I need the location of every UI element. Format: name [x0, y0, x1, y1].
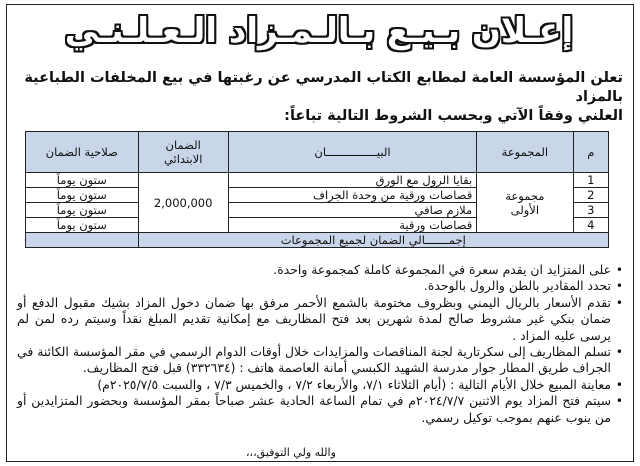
amount-cell: 2,000,000 — [138, 173, 228, 233]
group-line1: مجموعة — [505, 188, 545, 203]
header-num: م — [573, 132, 608, 173]
row-validity: ستون يوماً — [26, 218, 139, 233]
intro-line-2: العلني وفقاً الآتي وبحسب الشروط التالية تباعاً: — [284, 108, 623, 124]
table-header-row — [26, 132, 609, 173]
condition-text: معاينة المبيع خلال الأيام التالية : (أيام الثلاثاء ٧/١، والأربعاء ٧/٢ ، والخميس ٧/٣ ، والسبت ٢٠٢٥/٧/٥م) — [97, 376, 611, 392]
condition-text: تقدم الأسعار بالريال اليمني وبظروف مختومة بالشمع الأحمر مرفق بها ضمان دخول المزاد بشيك مقبول الدفع أو ضمان بنكي غير مشروط صالح لمدة شهرين بعد فتح المظاريف مع إمكانية تقديم المبلغ نقداً وسيتم رده لمن لم يرسى عليه المزاد . — [17, 294, 611, 343]
bullet-icon: • — [615, 295, 623, 310]
condition-item — [17, 262, 623, 278]
row-desc: ملازم صافي — [228, 203, 476, 218]
bullet-icon: • — [615, 377, 623, 392]
row-num: 2 — [573, 188, 608, 203]
condition-text: تحدد المقادير بالطن والرول بالوحدة. — [423, 278, 611, 294]
total-row — [26, 233, 609, 248]
intro-text — [23, 69, 623, 126]
header-desc: البيـــــــــــــــان — [228, 132, 476, 173]
bullet-icon: • — [615, 263, 623, 277]
condition-item — [17, 295, 623, 344]
bullet-icon: • — [615, 394, 623, 409]
row-validity: ستون يوماً — [26, 188, 139, 203]
header-amount-line2: الابتدائي — [163, 152, 203, 166]
condition-item — [17, 344, 623, 377]
header-amount-line1: الضمان — [165, 138, 201, 152]
condition-text: على المتزايد ان يقدم سعرة في المجموعة كاملة كمجموعة واحدة. — [273, 262, 611, 277]
table-row — [26, 173, 609, 188]
row-num: 1 — [573, 173, 608, 188]
condition-text: تسلم المظاريف إلى سكرتارية لجنة المناقصات والمزايدات خلال أوقات الدوام الرسمي في مقر المؤسسة الكائنة في الجراف طريق المطار جوار مدرسة الشهيد الكبسي أمانة العاصمة هاتف : (٣٣٢٦٣٤) قبل فتح المظاريف. — [17, 344, 611, 376]
group-cell — [477, 173, 573, 233]
closing-text: والله ولي التوفيق،،، — [246, 446, 336, 459]
intro-line-1: تعلن المؤسسة العامة لمطابع الكتاب المدرسي عن رغبتها في بيع المخلفات الطباعية بالمزاد — [24, 70, 623, 105]
banner — [35, 9, 603, 53]
row-desc: بقايا الرول مع الورق — [228, 173, 476, 188]
items-table — [25, 131, 609, 248]
total-empty-cell — [26, 233, 139, 248]
row-num: 4 — [573, 218, 608, 233]
row-desc: قصاصات ورقية من وحدة الجراف — [228, 188, 476, 203]
row-validity: ستون يوماً — [26, 203, 139, 218]
row-num: 3 — [573, 203, 608, 218]
condition-item — [17, 377, 623, 393]
condition-item — [17, 278, 623, 294]
conditions-list — [17, 262, 623, 426]
header-validity: صلاحية الضمان — [26, 132, 139, 173]
total-label: إجمـــــــالي الضمان لجميع المجموعات — [138, 233, 608, 248]
banner-title: إعـلان بـيـع بـالـمـزاد الـعـلـنـي — [64, 11, 574, 51]
announcement-frame — [6, 4, 634, 462]
group-line2: الأولى — [510, 202, 540, 217]
header-amount — [138, 132, 228, 173]
row-validity: ستون يوماً — [26, 173, 139, 188]
row-desc: قصاصات ورقية — [228, 218, 476, 233]
condition-text: سيتم فتح المزاد يوم الاثنين ٢٠٢٤/٧/٧م في تمام الساعة الحادية عشر صباحاً بمقر المؤسسة وبحضور المتزايدين أو من ينوب عنهم بموجب توكيل رسمي. — [17, 393, 611, 425]
bullet-icon: • — [615, 279, 623, 294]
bullet-icon: • — [615, 345, 623, 360]
header-group: المجموعة — [477, 132, 573, 173]
condition-item — [17, 393, 623, 426]
